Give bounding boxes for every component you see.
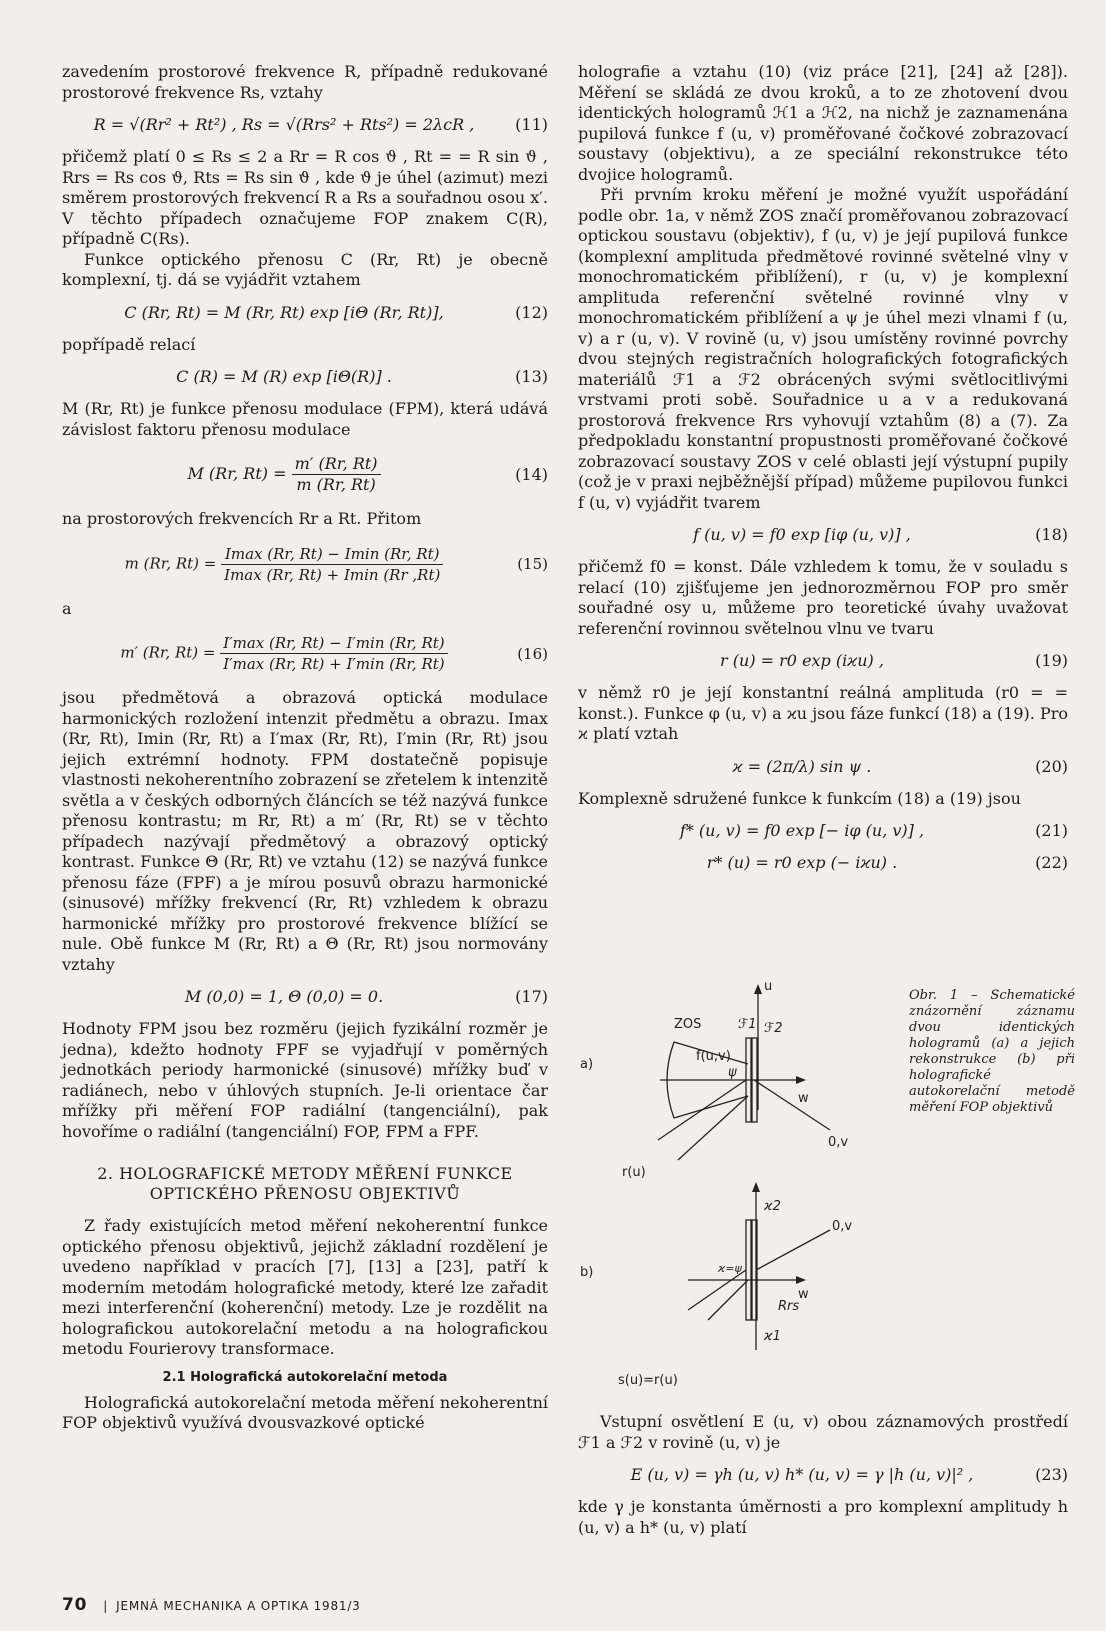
equation-20: ϰ = (2π/λ) sin ψ . (20) (732, 756, 1068, 776)
paragraph: jsou předmětová a obrazová optická modulace harmonických rozložení intenzit předmětu a obrazu. Imax (Rr, Rt), Imin (Rr, Rt) a I′max (Rr, Rt), I′min (Rr, Rt) jsou jejich extrémní hodnoty. FPM dostatečně popisuje vlastnosti nekoherentního zobrazení se zřetelem k intenzitě světla a v českých odborných článcích se též nazývá funkce přenosu kontrastu; m Rr, Rt) a m′ (Rr, Rt) se v těchto případech nazývají předmětový a obrazový optický kontrast. Funkce Θ (Rr, Rt) ve vztahu (12) se nazývá funkce přenosu fáze (FPF) a je mírou posuvů obrazu harmonické (sinusové) mřížky frekvencí (Rr, Rt) vzhledem k obrazu harmonické mřížky pro prostorové frekvence blížící se nule. Obě funkce M (Rr, Rt) a Θ (Rr, Rt) jsou normovány vztahy (62, 688, 548, 974)
equation-21: f* (u, v) = f0 exp [− iφ (u, v)] , (21) (679, 821, 1068, 840)
paragraph: na prostorových frekvencích Rr a Rt. Přitom (62, 509, 422, 528)
subsection-heading: 2.1 Holografická autokorelační metoda (162, 1369, 448, 1385)
equation-15: m (Rr, Rt) = $\frac{Imax (Rr, Rt) - Imin (Rr, Rt)}{Imax (Rr, Rt) + Imin (Rr ,Rt)}$ (15) (124, 544, 548, 584)
paragraph: kde γ je konstanta úměrnosti a pro komplexní amplitudy h (u, v) a h* (u, v) platí (578, 1497, 1068, 1537)
f1-label: ℱ1 (738, 1017, 757, 1032)
sur-label: s(u)=r(u) (618, 1373, 678, 1388)
equation-23: E (u, v) = γh (u, v) h* (u, v) = γ |h (u, v)|² , (23) (630, 1465, 1068, 1484)
u-axis-label: u (764, 980, 773, 994)
rrs-label: Rrs (778, 1299, 800, 1314)
figure-label-b: b) (580, 1265, 594, 1280)
chi-psi-label: ϰ=ψ (718, 1262, 742, 1275)
w-arrow-icon (796, 1076, 806, 1084)
figure-1-schematic (578, 980, 904, 1400)
b-up-arrow-icon (752, 1182, 760, 1192)
section-heading: 2. HOLOGRAFICKÉ METODY MĚŘENÍ FUNKCE OPTICKÉHO PŘENOSU OBJEKTIVŮ (97, 1164, 513, 1203)
right-column-bottom (578, 1412, 1068, 1538)
b-w-label: w (798, 1287, 809, 1302)
figure-caption: Obr. 1 – Schematické znázornění záznamu dvou identických hologramů (a) a jejich rekonstrukce (b) při holografické autokorelační metodě měření FOP objektivů (909, 988, 1075, 1115)
paragraph: Vstupní osvětlení E (u, v) obou záznamových prostředí ℱ1 a ℱ2 v rovině (u, v) je (578, 1412, 1068, 1452)
paragraph: Hodnoty FPM jsou bez rozměru (jejich fyzikální rozměr je jedna), kdežto hodnoty FPF se vyjadřují v poměrných jednotkách periody harmonické (sinusové) mřížky buď v radiánech, nebo v úhlových stupních. Je-li orientace čar mřížky při měření FOP radiální (tangenciální), pak hovoříme o radiální (tangenciální) FOP, FPM a FPF. (62, 1019, 548, 1141)
u-arrow-icon (754, 984, 762, 994)
ov-axis-label: 0,v (828, 1135, 849, 1150)
paragraph: zavedením prostorové frekvence R, případně redukované prostorové frekvence Rs, vztahy (62, 62, 548, 102)
equation-17: M (0,0) = 1, Θ (0,0) = 0. (17) (184, 987, 548, 1006)
paragraph: přičemž platí 0 ≤ Rs ≤ 2 a Rr = R cos ϑ , Rt = = R sin ϑ , Rrs = Rs cos ϑ, Rts = Rs sin ϑ , kde ϑ je úhel (azimut) mezi směrem prostorových frekvencí R a Rs a souřadnou osou x′. V těchto případech označujeme FOP znakem C(R), případně C(Rs). (62, 147, 548, 248)
left-column (62, 62, 548, 1434)
hologram-plate-b1 (746, 1220, 751, 1320)
right-column (578, 62, 1068, 885)
page-number: 70 (62, 1595, 88, 1615)
paragraph: M (Rr, Rt) je funkce přenosu modulace (FPM), která udává závislost faktoru přenosu modulace (62, 399, 548, 439)
psi-label: ψ (728, 1065, 737, 1080)
equation-11: R = √(Rr² + Rt²) , Rs = √(Rrs² + Rts²) = 2λcR , (11) (93, 115, 548, 134)
journal-name: JEMNÁ MECHANIKA A OPTIKA 1981/3 (116, 1599, 361, 1613)
equation-14: M (Rr, Rt) = $\frac{m' (Rr, Rt)}{m (Rr, Rt)}$ (14) (187, 454, 548, 494)
page-footer: 70 | JEMNÁ MECHANIKA A OPTIKA 1981/3 (62, 1595, 361, 1615)
reference-beam (678, 1096, 748, 1160)
figure-label-a: a) (580, 1057, 594, 1072)
equation-18: f (u, v) = f0 exp [iφ (u, v)] , (18) (693, 525, 1068, 544)
paragraph: přičemž f0 = konst. Dále vzhledem k tomu, že v souladu s relací (10) zjišťujeme jen jednorozměrnou FOP pro směr souřadné osy u, můžeme pro teoretické úvahy uvažovat referenční rovinnou světelnou vlnu ve tvaru (578, 557, 1068, 638)
ru-label: r(u) (622, 1165, 646, 1180)
paragraph: Z řady existujících metod měření nekoherentní funkce optického přenosu objektivů, jejichž základní rozdělení je uvedeno například v pracích [7], [13] a [23], patří k moderním metodám holografické metody, které lze zařadit mezi interferenční (koherenční) metody. Lze je rozdělit na holografickou autokorelační metodu a na holografickou metodu Fourierovy transformace. (62, 1216, 548, 1358)
f2-label: ℱ2 (764, 1021, 783, 1036)
equation-13: C (R) = M (R) exp [iΘ(R)] . (13) (176, 367, 548, 386)
b-w-arrow-icon (796, 1276, 806, 1284)
conjunction: a (62, 598, 72, 618)
paragraph: Holografická autokorelační metoda měření nekoherentní FOP objektivů využívá dvousvazkové optické (62, 1392, 548, 1432)
b-ov-label: 0,v (832, 1219, 853, 1234)
paragraph: Komplexně sdružené funkce k funkcím (18) a (19) jsou (578, 788, 1021, 808)
w-axis-label: w (798, 1091, 809, 1106)
chi1-label: ϰ1 (764, 1329, 781, 1344)
equation-12: C (Rr, Rt) = M (Rr, Rt) exp [iΘ (Rr, Rt)], (12) (124, 302, 548, 322)
equation-22: r* (u) = r0 exp (− iϰu) . (22) (706, 853, 1068, 872)
equation-19: r (u) = r0 exp (iϰu) , (19) (720, 651, 1068, 670)
paragraph: v němž r0 je její konstantní reálná amplituda (r0 = = konst.). Funkce φ (u, v) a ϰu jsou fáze funkcí (18) a (19). Pro ϰ platí vztah (578, 683, 1068, 743)
zos-label: ZOS (674, 1017, 702, 1032)
paragraph: popřípadě relací (62, 334, 196, 354)
fuv-label: f(u,v) (696, 1049, 731, 1064)
paragraph: Funkce optického přenosu C (Rr, Rt) je obecně komplexní, tj. dá se vyjádřit vztahem (62, 249, 548, 289)
paragraph: Při prvním kroku měření je možné využít uspořádání podle obr. 1a, v němž ZOS značí proměřovanou zobrazovací optickou soustavu (objektiv), f (u, v) je její pupilová funkce (komplexní amplituda předmětové rovinné světelné vlny v monochromatickém přiblížení), r (u, v) je komplexní amplituda referenční světelné rovinné vlny v monochromatickém přiblížení a ψ je úhel mezi vlnami f (u, v) a r (u, v). V rovině (u, v) jsou umístěny rovinné povrchy dvou stejných registračních holografických fotografických materiálů ℱ1 a ℱ2 obrácených svými světlocitlivými vrstvami proti sobě. Souřadnice u a v a redukovaná prostorová frekvence Rrs vyhovují vztahům (8) a (7). Za předpokladu konstantní propustnosti proměřované čočkové zobrazovací soustavy ZOS v celé oblasti její výstupní pupily (což je v praxi nejběžnější případ) můžeme pupilovou funkci f (u, v) vyjádřit tvarem (578, 185, 1068, 512)
paragraph: holografie a vztahu (10) (viz práce [21], [24] až [28]). Měření se skládá ze dvou kroků, a to ze zhotovení dvou identických hologramů ℋ1 a ℋ2, na nichž je zaznamenána pupilová funkce f (u, v) proměřované čočkové zobrazovací soustavy (objektivu), a ze speciální rekonstrukce této dvojice hologramů. (578, 62, 1068, 184)
equation-16: m′ (Rr, Rt) = $\frac{I'\max (Rr, Rt) - I'\min (Rr, Rt)}{I'\max (Rr, Rt) + I'\min (Rr, Rt)}$ (16) (120, 634, 548, 673)
chi2-label: ϰ2 (764, 1199, 781, 1214)
